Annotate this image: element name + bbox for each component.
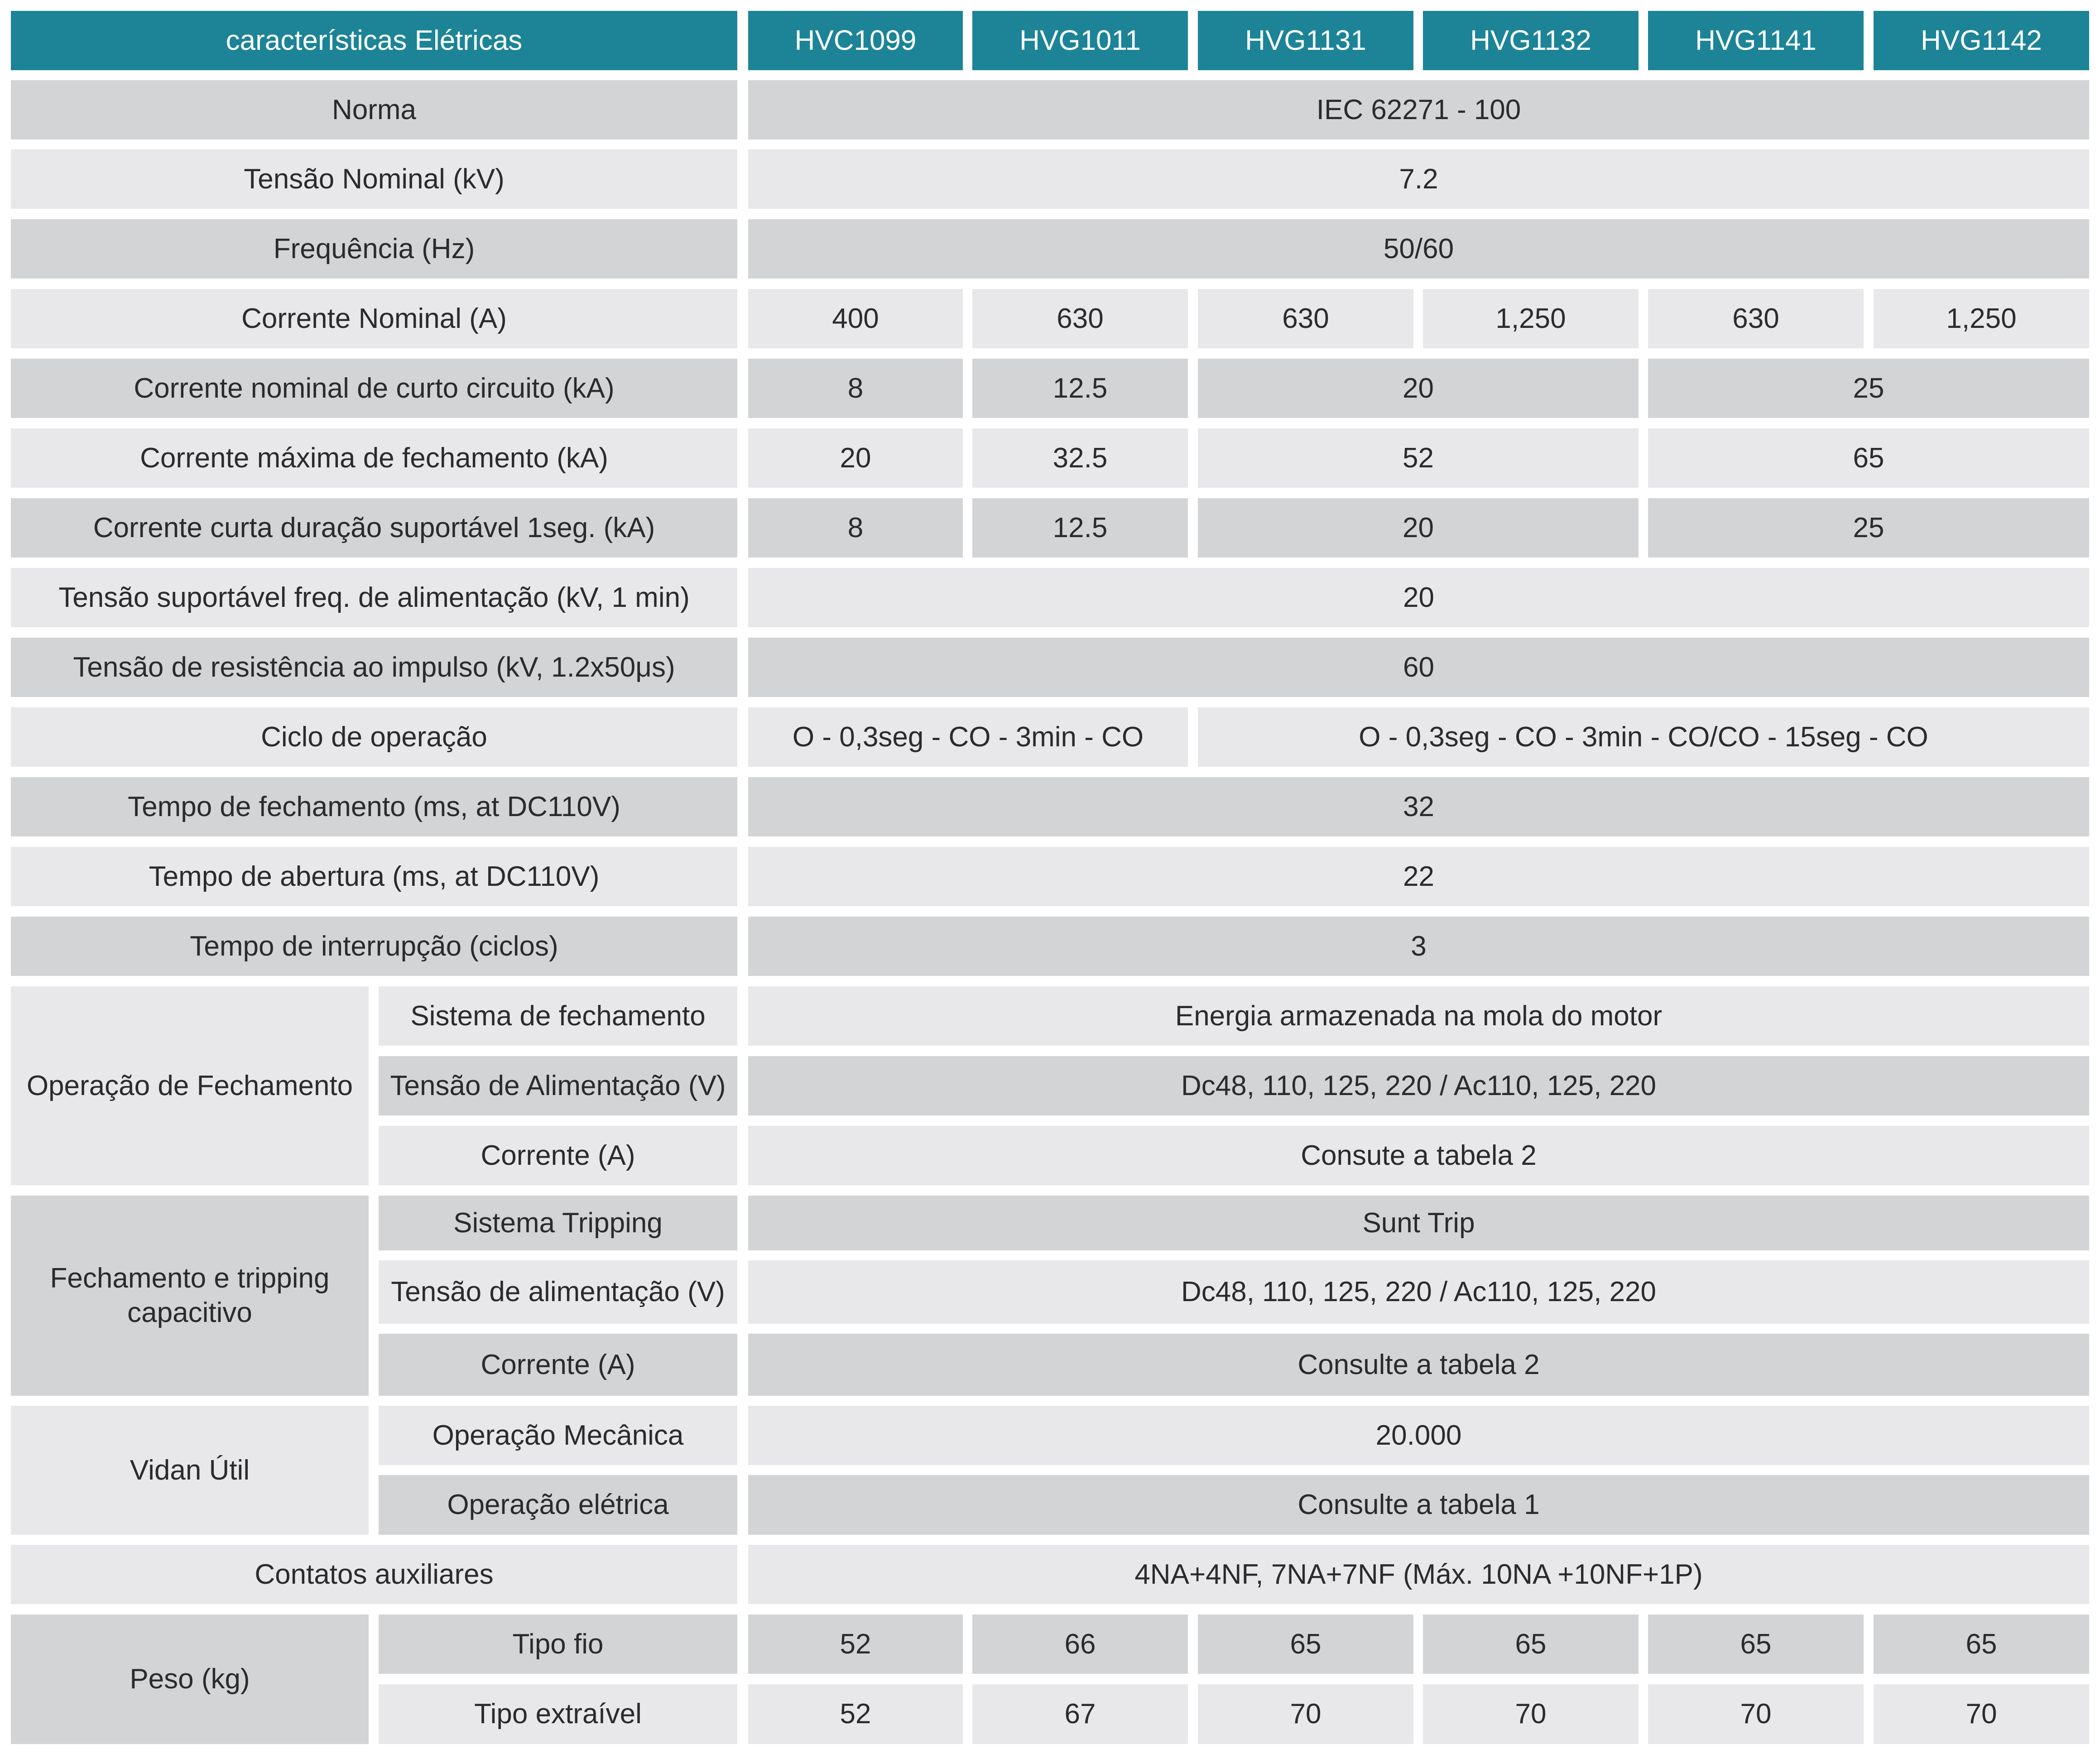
row-value-corrente-nominal: 630 [972, 289, 1188, 348]
subrow-value: Dc48, 110, 125, 220 / Ac110, 125, 220 [748, 1056, 2089, 1115]
row-label-tempo-interrupcao: Tempo de interrupção (ciclos) [11, 917, 737, 976]
peso-value: 70 [1198, 1684, 1413, 1744]
subrow-label: Tipo extraível [379, 1684, 737, 1744]
row-label-tempo-fechamento: Tempo de fechamento (ms, at DC110V) [11, 777, 737, 836]
subrow-label: Corrente (A) [379, 1126, 737, 1185]
subrow-label: Tipo fio [379, 1615, 737, 1674]
row-value-corrente-nominal: 1,250 [1423, 289, 1639, 348]
row-value-curta-duracao: 8 [748, 498, 963, 557]
subrow-value: 20.000 [748, 1406, 2089, 1465]
row-label-tempo-abertura: Tempo de abertura (ms, at DC110V) [11, 847, 737, 906]
subrow-label: Operação Mecânica [379, 1406, 737, 1465]
row-value-frequencia: 50/60 [748, 219, 2089, 279]
row-value-corrente-nominal: 630 [1198, 289, 1413, 348]
subrow-label: Operação elétrica [379, 1475, 737, 1535]
subrow-value: Sunt Trip [748, 1196, 2089, 1250]
header-model-hvg1131: HVG1131 [1198, 11, 1413, 70]
subrow-label: Sistema Tripping [379, 1196, 737, 1250]
row-value-fechamento-max: 52 [1198, 428, 1639, 488]
subrow-label: Corrente (A) [379, 1334, 737, 1396]
row-label-norma: Norma [11, 80, 737, 139]
row-value-curta-duracao: 12.5 [972, 498, 1188, 557]
row-value-ciclo: O - 0,3seg - CO - 3min - CO/CO - 15seg - CO [1198, 707, 2089, 767]
row-label-ciclo: Ciclo de operação [11, 707, 737, 767]
peso-value: 65 [1874, 1615, 2089, 1674]
subrow-label: Tensão de Alimentação (V) [379, 1056, 737, 1115]
row-value-curta-duracao: 25 [1648, 498, 2089, 557]
group-label-vida-util: Vidan Útil [11, 1406, 369, 1535]
row-value-ciclo: O - 0,3seg - CO - 3min - CO [748, 707, 1188, 767]
row-value-curto-circuito: 12.5 [972, 359, 1188, 418]
row-value-fechamento-max: 32.5 [972, 428, 1188, 488]
row-value-curto-circuito: 20 [1198, 359, 1639, 418]
row-label-contatos: Contatos auxiliares [11, 1545, 737, 1604]
subrow-label: Tensão de alimentação (V) [379, 1260, 737, 1324]
row-value-tempo-abertura: 22 [748, 847, 2089, 906]
subrow-value: Consulte a tabela 1 [748, 1475, 2089, 1535]
row-value-norma: IEC 62271 - 100 [748, 80, 2089, 139]
header-model-hvg1142: HVG1142 [1874, 11, 2089, 70]
subrow-value: Consute a tabela 2 [748, 1126, 2089, 1185]
row-value-curto-circuito: 25 [1648, 359, 2089, 418]
row-label-curta-duracao: Corrente curta duração suportável 1seg. (kA) [11, 498, 737, 557]
peso-value: 52 [748, 1684, 963, 1744]
peso-value: 65 [1423, 1615, 1639, 1674]
group-label-operacao-fechamento: Operação de Fechamento [11, 986, 369, 1185]
row-value-fechamento-max: 65 [1648, 428, 2089, 488]
peso-value: 67 [972, 1684, 1188, 1744]
subrow-value: Dc48, 110, 125, 220 / Ac110, 125, 220 [748, 1260, 2089, 1324]
peso-value: 65 [1198, 1615, 1413, 1674]
subrow-label: Sistema de fechamento [379, 986, 737, 1046]
header-model-hvc1099: HVC1099 [748, 11, 963, 70]
peso-value: 70 [1423, 1684, 1639, 1744]
row-value-contatos: 4NA+4NF, 7NA+7NF (Máx. 10NA +10NF+1P) [748, 1545, 2089, 1604]
header-model-hvg1141: HVG1141 [1648, 11, 1864, 70]
row-value-impulso: 60 [748, 638, 2089, 697]
row-value-curta-duracao: 20 [1198, 498, 1639, 557]
row-value-corrente-nominal: 630 [1648, 289, 1864, 348]
row-label-fechamento-max: Corrente máxima de fechamento (kA) [11, 428, 737, 488]
row-value-curto-circuito: 8 [748, 359, 963, 418]
row-label-corrente-nominal: Corrente Nominal (A) [11, 289, 737, 348]
peso-value: 66 [972, 1615, 1188, 1674]
peso-value: 70 [1874, 1684, 2089, 1744]
group-label-peso: Peso (kg) [11, 1615, 369, 1744]
subrow-value: Consulte a tabela 2 [748, 1334, 2089, 1396]
row-value-corrente-nominal: 1,250 [1874, 289, 2089, 348]
row-value-tensao-suportavel: 20 [748, 568, 2089, 627]
row-label-impulso: Tensão de resistência ao impulso (kV, 1.2x50μs) [11, 638, 737, 697]
row-label-curto-circuito: Corrente nominal de curto circuito (kA) [11, 359, 737, 418]
header-model-hvg1011: HVG1011 [972, 11, 1188, 70]
row-value-tempo-fechamento: 32 [748, 777, 2089, 836]
peso-value: 65 [1648, 1615, 1864, 1674]
subrow-value: Energia armazenada na mola do motor [748, 986, 2089, 1046]
row-label-frequencia: Frequência (Hz) [11, 219, 737, 279]
peso-value: 70 [1648, 1684, 1864, 1744]
row-value-fechamento-max: 20 [748, 428, 963, 488]
group-label-tripping: Fechamento e tripping capacitivo [11, 1196, 369, 1396]
header-title: características Elétricas [11, 11, 737, 70]
row-value-tensao-nominal: 7.2 [748, 149, 2089, 209]
row-label-tensao-nominal: Tensão Nominal (kV) [11, 149, 737, 209]
row-label-tensao-suportavel: Tensão suportável freq. de alimentação (kV, 1 min) [11, 568, 737, 627]
header-model-hvg1132: HVG1132 [1423, 11, 1639, 70]
row-value-tempo-interrupcao: 3 [748, 917, 2089, 976]
row-value-corrente-nominal: 400 [748, 289, 963, 348]
peso-value: 52 [748, 1615, 963, 1674]
